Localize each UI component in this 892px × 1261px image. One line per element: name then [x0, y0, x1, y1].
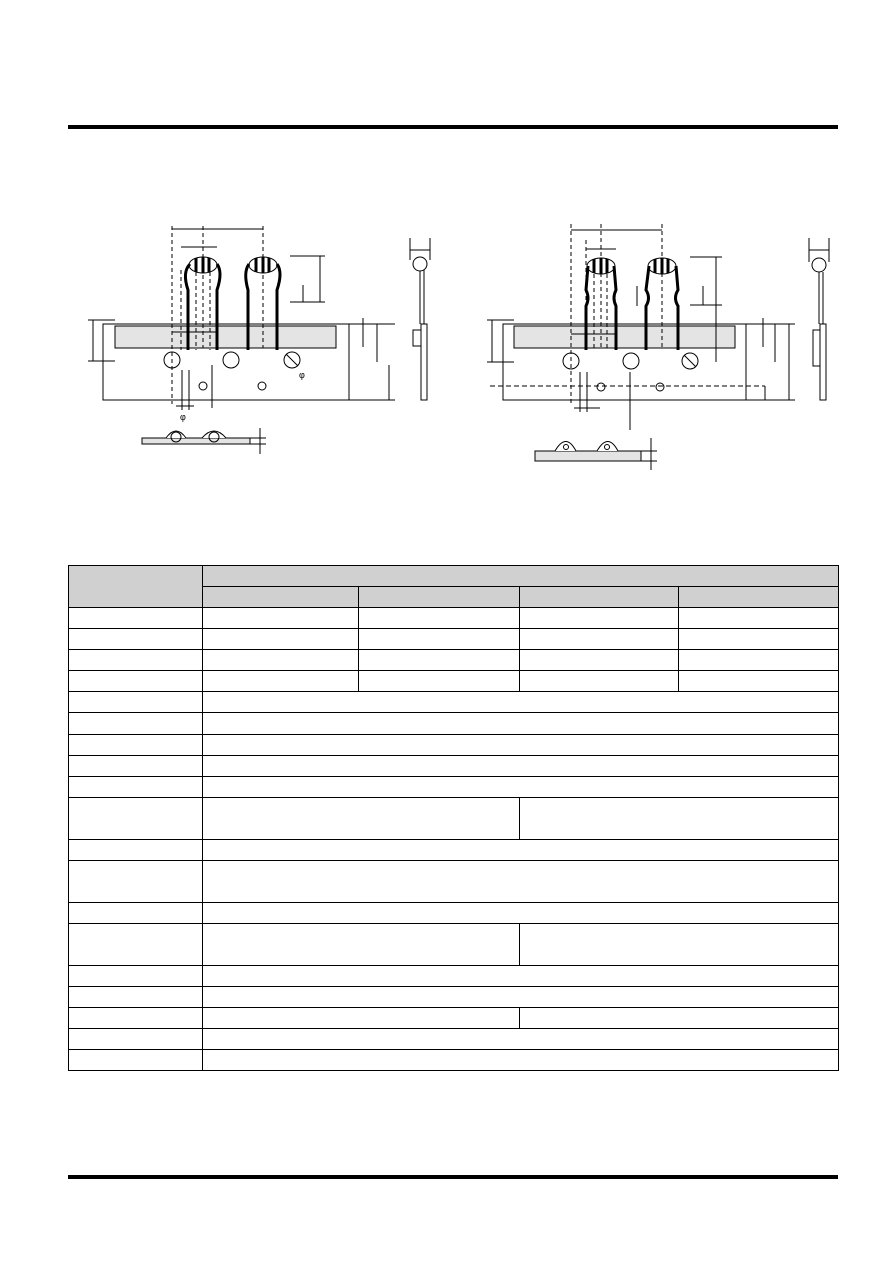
table-cell — [359, 650, 520, 671]
table-cell — [69, 840, 203, 861]
table-cell — [203, 629, 359, 650]
table-cell — [679, 629, 839, 650]
table-cell — [203, 924, 520, 966]
table-cell — [359, 608, 520, 629]
table-cell — [69, 1008, 203, 1029]
table-cell — [203, 1008, 520, 1029]
table-row — [69, 608, 839, 629]
table-row — [69, 735, 839, 756]
table-header-row — [69, 566, 839, 587]
table-cell — [69, 903, 203, 924]
bottom-rule — [68, 1175, 838, 1179]
table-row — [69, 1008, 839, 1029]
table-cell — [203, 903, 839, 924]
table-row — [69, 1050, 839, 1071]
table-cell — [203, 756, 839, 777]
table-cell — [203, 608, 359, 629]
table-header-cell — [69, 566, 203, 608]
table-row — [69, 650, 839, 671]
table-row — [69, 903, 839, 924]
table-cell — [69, 756, 203, 777]
table-row — [69, 861, 839, 903]
table-cell — [203, 777, 839, 798]
table-cell — [203, 861, 839, 903]
table-row — [69, 987, 839, 1008]
table-cell — [520, 629, 679, 650]
table-header-cell — [359, 587, 520, 608]
specification-table — [68, 565, 839, 1071]
table-header-cell — [520, 587, 679, 608]
table-cell — [203, 1050, 839, 1071]
table-cell — [69, 629, 203, 650]
table-row — [69, 966, 839, 987]
table-cell — [69, 987, 203, 1008]
table-cell — [203, 798, 520, 840]
table-cell — [69, 713, 203, 735]
table-row — [69, 756, 839, 777]
left-taping-drawing — [88, 226, 430, 454]
table-cell — [520, 671, 679, 692]
table-cell — [679, 608, 839, 629]
table-row — [69, 713, 839, 735]
table-cell — [359, 671, 520, 692]
table-cell — [69, 671, 203, 692]
table-cell — [679, 650, 839, 671]
table-row — [69, 671, 839, 692]
table-cell — [203, 713, 839, 735]
table-cell — [520, 1008, 839, 1029]
table-cell — [69, 777, 203, 798]
table-cell — [203, 1029, 839, 1050]
table-cell — [203, 650, 359, 671]
table-cell — [203, 966, 839, 987]
table-cell — [69, 608, 203, 629]
table-cell — [203, 840, 839, 861]
table-cell — [203, 735, 839, 756]
table-cell — [69, 924, 203, 966]
table-cell — [359, 629, 520, 650]
table-cell — [520, 608, 679, 629]
svg-text:φ: φ — [180, 412, 186, 422]
table-cell — [520, 798, 839, 840]
table-row — [69, 924, 839, 966]
table-cell — [520, 924, 839, 966]
table-cell — [520, 650, 679, 671]
table-row — [69, 692, 839, 713]
table-cell — [203, 671, 359, 692]
table-cell — [69, 1050, 203, 1071]
table-cell — [69, 650, 203, 671]
table-row — [69, 1029, 839, 1050]
table-cell — [69, 692, 203, 713]
table-cell — [69, 798, 203, 840]
table-cell — [69, 735, 203, 756]
table-row — [69, 777, 839, 798]
svg-text:φ: φ — [299, 370, 305, 380]
table-row — [69, 840, 839, 861]
table-cell — [69, 966, 203, 987]
taping-drawings — [0, 0, 892, 520]
table-cell — [69, 861, 203, 903]
table-cell — [203, 692, 839, 713]
table-cell — [203, 987, 839, 1008]
table-header-cell — [203, 587, 359, 608]
table-row — [69, 629, 839, 650]
right-taping-drawing — [487, 224, 829, 470]
table-row — [69, 798, 839, 840]
table-cell — [679, 671, 839, 692]
table-header-cell — [203, 566, 839, 587]
table-cell — [69, 1029, 203, 1050]
table-header-cell — [679, 587, 839, 608]
